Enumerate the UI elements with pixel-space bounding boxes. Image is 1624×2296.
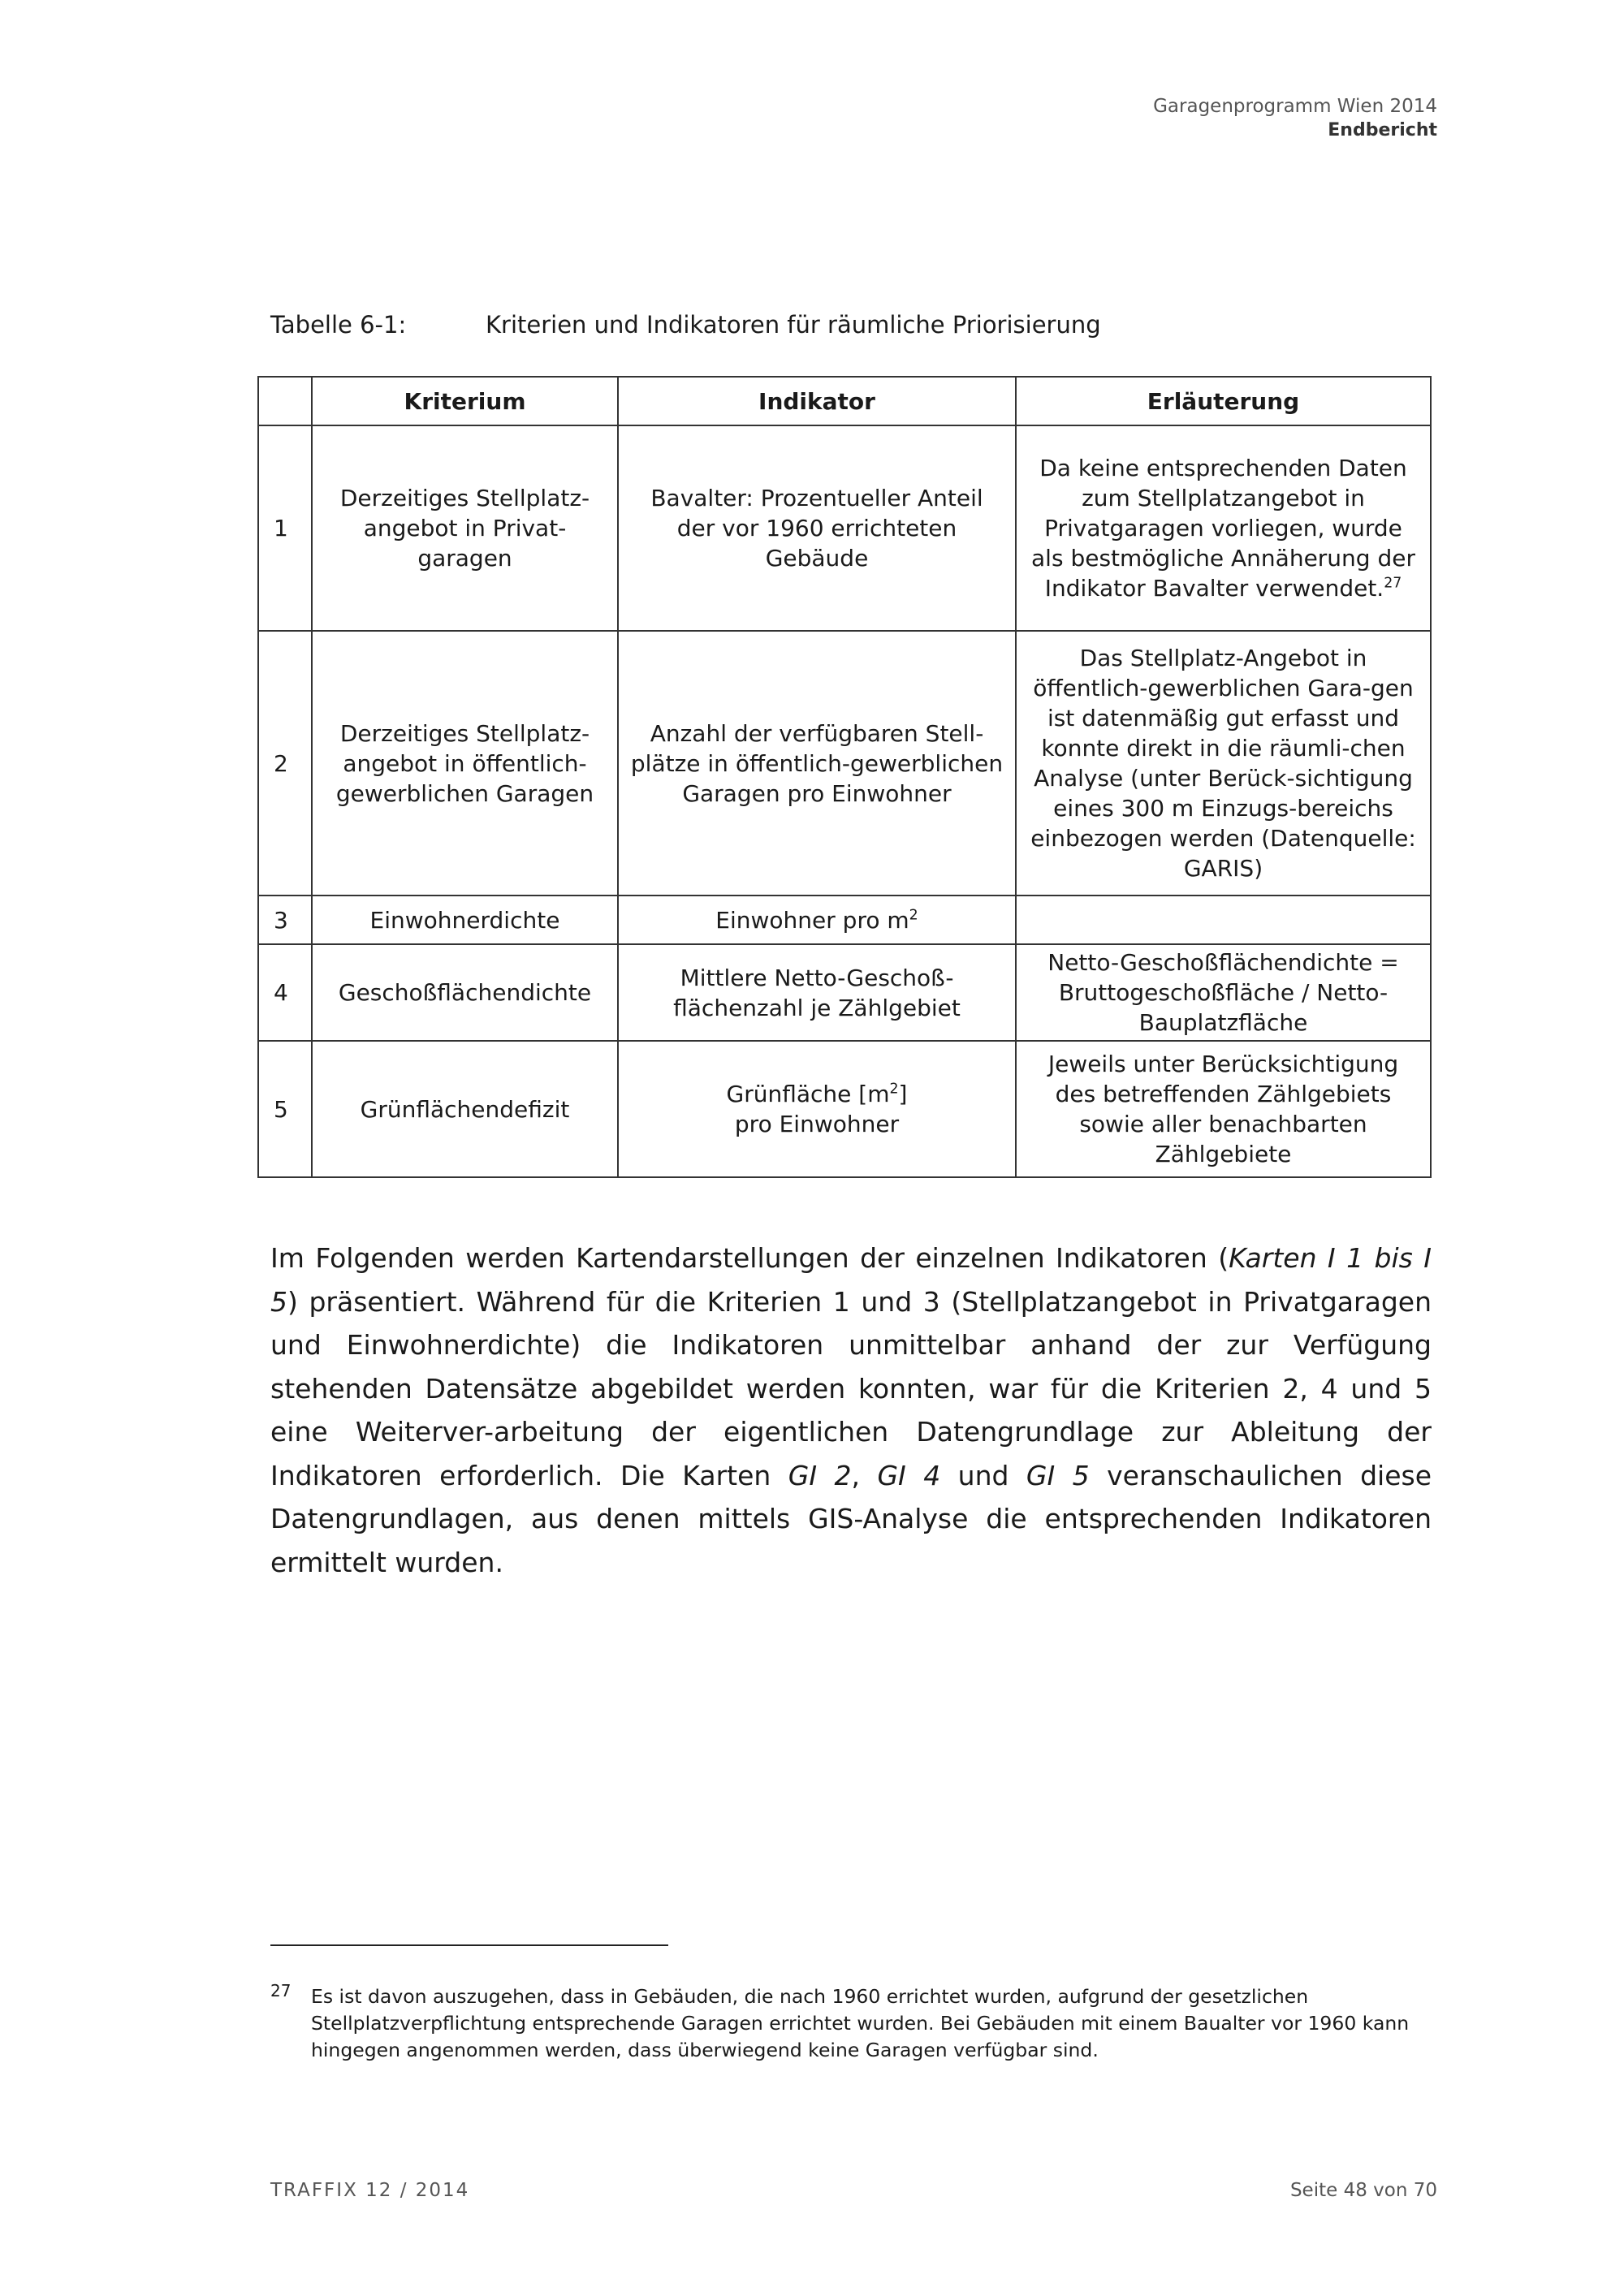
footnote-number: 27 <box>270 1981 292 2000</box>
erlaeuterung-cell <box>1016 425 1431 631</box>
column-header-kriterium: Kriterium <box>312 377 618 425</box>
body-text-segment: , <box>851 1459 878 1491</box>
indikator-cell: Anzahl der verfügbaren Stell-plätze in öffentlich-gewerblichen Garagen pro Einwohner <box>618 631 1016 896</box>
row-number: 1 <box>258 425 312 631</box>
footnote-separator <box>270 1944 668 1946</box>
footer-page-number: Seite 48 von 70 <box>1289 2180 1437 2201</box>
header-title: Garagenprogramm Wien 2014 <box>1153 96 1437 117</box>
kriterium-cell: Derzeitiges Stellplatz-angebot in öffentlich-gewerblichen Garagen <box>312 631 618 896</box>
body-emphasis: Karten I 1 bis I 5 <box>270 1242 1432 1318</box>
row-number: 5 <box>258 1041 312 1177</box>
table-row <box>258 896 1431 944</box>
criteria-table <box>257 376 1432 1178</box>
superscript: 2 <box>889 1081 899 1098</box>
indikator-cell <box>618 896 1016 944</box>
erlaeuterung-cell <box>1016 896 1431 944</box>
body-emphasis: GI 2 <box>788 1459 852 1491</box>
table-row <box>258 1041 1431 1177</box>
indikator-cell: Bavalter: Prozentueller Anteil der vor 1960 errichteten Gebäude <box>618 425 1016 631</box>
erlaeuterung-text: Da keine entsprechenden Daten zum Stellplatzangebot in Privatgaragen vorliegen, wurde als bestmögliche Annäherung der Indikator Bavalter verwendet. <box>1031 455 1415 602</box>
row-number: 3 <box>258 896 312 944</box>
body-text-segment: ) präsentiert. Während für die Kriterien 1 und 3 (Stellplatzangebot in Privatgaragen und Einwohnerdichte) die Indikatoren unmittelbar anhand der zur Verfügung stehenden Datensätze abgebildet werden konnten, war für die Kriterien 2, 4 und 5 eine Weiterver-arbeitung der eigentlichen Datengrundlage zur Ableitung der Indikatoren erforderlich. Die Karten <box>270 1285 1432 1491</box>
indikator-text: ] <box>898 1081 908 1107</box>
indikator-text: Grünfläche [m <box>726 1081 890 1107</box>
erlaeuterung-cell: Das Stellplatz-Angebot in öffentlich-gewerblichen Gara-gen ist datenmäßig gut erfasst und konnte direkt in die räumli-chen Analyse (unter Berück-sichtigung eines 300 m Einzugs-bereichs einbezogen werden (Datenquelle: GARIS) <box>1016 631 1431 896</box>
table-header-row <box>258 377 1431 425</box>
indikator-text: pro Einwohner <box>734 1111 900 1137</box>
table-row <box>258 944 1431 1041</box>
superscript: 2 <box>909 907 918 924</box>
erlaeuterung-cell: Jeweils unter Berücksichtigung des betreffenden Zählgebiets sowie aller benachbarten Zählgebiete <box>1016 1041 1431 1177</box>
header-subtitle: Endbericht <box>1328 120 1437 140</box>
kriterium-cell: Grünflächendefizit <box>312 1041 618 1177</box>
row-number: 2 <box>258 631 312 896</box>
body-text-segment: Im Folgenden werden Kartendarstellungen der einzelnen Indikatoren ( <box>270 1242 1229 1274</box>
body-text-segment: und <box>940 1459 1026 1491</box>
body-emphasis: GI 4 <box>877 1459 941 1491</box>
erlaeuterung-cell: Netto-Geschoßflächendichte = Bruttogeschoßfläche / Netto-Bauplatzfläche <box>1016 944 1431 1041</box>
indikator-cell <box>618 1041 1016 1177</box>
indikator-text: Einwohner pro m <box>715 906 909 934</box>
kriterium-cell: Derzeitiges Stellplatz-angebot in Privat-garagen <box>312 425 618 631</box>
kriterium-cell: Geschoßflächendichte <box>312 944 618 1041</box>
body-paragraph <box>270 1236 1432 1584</box>
table-caption-text: Kriterien und Indikatoren für räumliche Priorisierung <box>486 311 1101 339</box>
table-row <box>258 631 1431 896</box>
footer-left: TRAFFIX 12 / 2014 <box>270 2180 470 2201</box>
footnote-text: Es ist davon auszugehen, dass in Gebäuden, die nach 1960 errichtet wurden, aufgrund der gesetzlichen Stellplatzverpflichtung entsprechende Garagen errichtet wurden. Bei Gebäuden mit einem Baualter vor 1960 kann hingegen angenommen werden, dass überwiegend keine Garagen verfügbar sind. <box>311 1985 1410 2061</box>
table-row <box>258 425 1431 631</box>
kriterium-cell: Einwohnerdichte <box>312 896 618 944</box>
column-header-number <box>258 377 312 425</box>
row-number: 4 <box>258 944 312 1041</box>
column-header-erlaeuterung: Erläuterung <box>1016 377 1431 425</box>
column-header-indikator: Indikator <box>618 377 1016 425</box>
footnote-reference: 27 <box>1384 575 1402 592</box>
body-text-segment: veranschaulichen diese Datengrundlagen, aus denen mittels GIS-Analyse die entsprechenden Indikatoren ermittelt wurden. <box>270 1459 1432 1578</box>
indikator-cell: Mittlere Netto-Geschoß-flächenzahl je Zählgebiet <box>618 944 1016 1041</box>
body-emphasis: GI 5 <box>1026 1459 1090 1491</box>
table-caption-label: Tabelle 6-1: <box>270 311 407 339</box>
